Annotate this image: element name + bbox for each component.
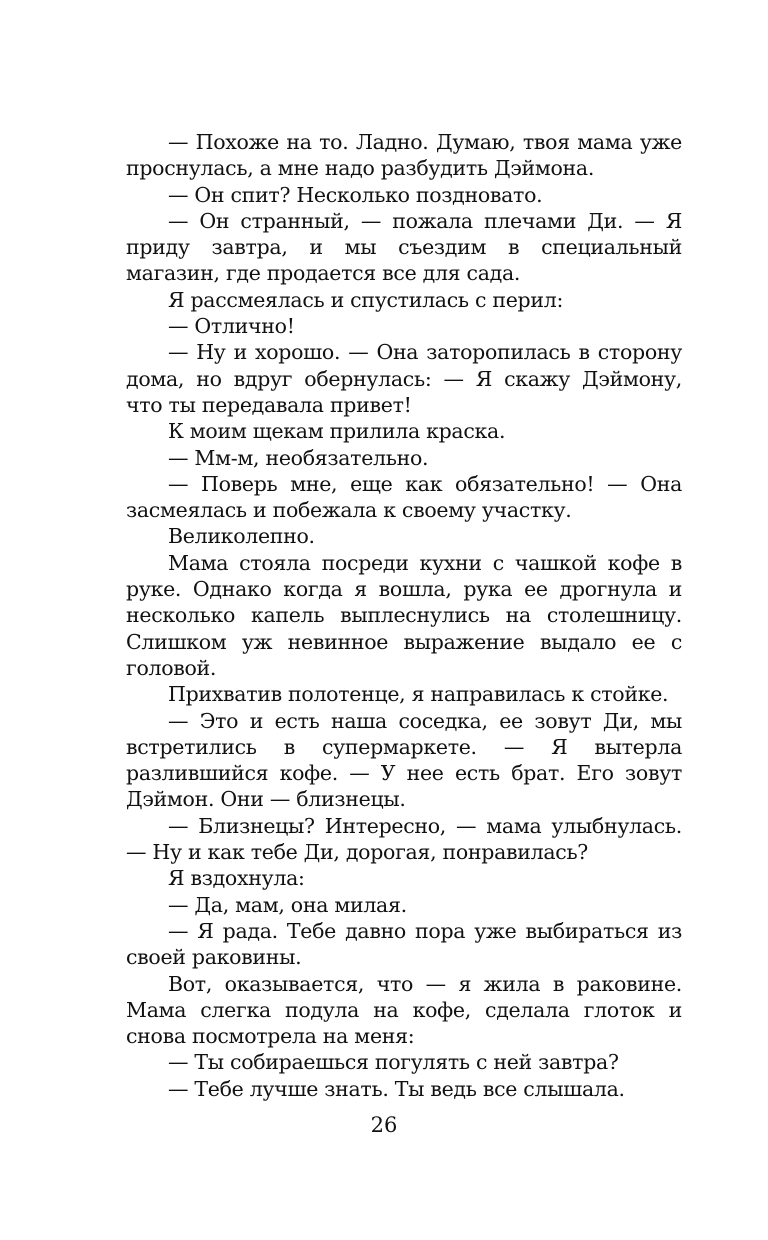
paragraph: К моим щекам прилила краска. — [168, 419, 506, 444]
paragraph: — Похоже на то. Ладно. Думаю, твоя мама уже проснулась, а мне надо разбудить Дэймона. — [126, 130, 682, 181]
paragraph: — Близнецы? Интересно, — мама улыбнулась. — Ну и как тебе Ди, дорогая, понравилась? — [126, 813, 682, 865]
paragraph: — Ну и хорошо. — Она заторопилась в сторону дома, но вдруг обернулась: — Я скажу Дэймону, что ты передавала привет! — [126, 340, 682, 417]
paragraph: — Отлично! — [168, 314, 295, 339]
paragraph: Мама стояла посреди кухни с чашкой кофе в руке. Однако когда я вошла, рука ее дрогнула и несколько капель выплеснулись на столешницу. Слишком уж невинное выражение выдало ее с головой. — [126, 550, 682, 680]
paragraph: — Он странный, — пожала плечами Ди. — Я приду завтра, и мы съездим в специальный магазин, где продается все для сада. — [126, 208, 682, 286]
paragraph: — Да, мам, она милая. — [168, 892, 407, 917]
paragraph: — Ты собираешься погулять с ней завтра? — [168, 1050, 619, 1075]
paragraph: — Тебе лучше знать. Ты ведь все слышала. — [168, 1076, 625, 1101]
paragraph: — Он спит? Несколько поздновато. — [168, 182, 543, 207]
paragraph: Вот, оказывается, что — я жила в раковине. Мама слегка подула на кофе, сделала глоток и снова посмотрела на меня: — [126, 971, 682, 1049]
paragraph: — Это и есть наша соседка, ее зовут Ди, мы встретились в супермаркете. — Я вытерла разлившийся кофе. — У нее есть брат. Его зовут Дэймон. Они — близнецы. — [126, 708, 682, 812]
body-text — [126, 129, 682, 1102]
paragraph: Прихватив полотенце, я направилась к стойке. — [168, 682, 669, 707]
paragraph: Я рассмеялась и спустилась с перил: — [168, 287, 564, 312]
page-number: 26 — [370, 1113, 398, 1137]
paragraph: — Мм-м, необязательно. — [168, 445, 429, 470]
paragraph: — Поверь мне, еще как обязательно! — Она засмеялась и побежала к своему участку. — [126, 471, 682, 523]
paragraph: Великолепно. — [168, 524, 315, 549]
paragraph: Я вздохнула: — [168, 866, 305, 891]
paragraph: — Я рада. Тебе давно пора уже выбираться из своей раковины. — [126, 918, 682, 970]
